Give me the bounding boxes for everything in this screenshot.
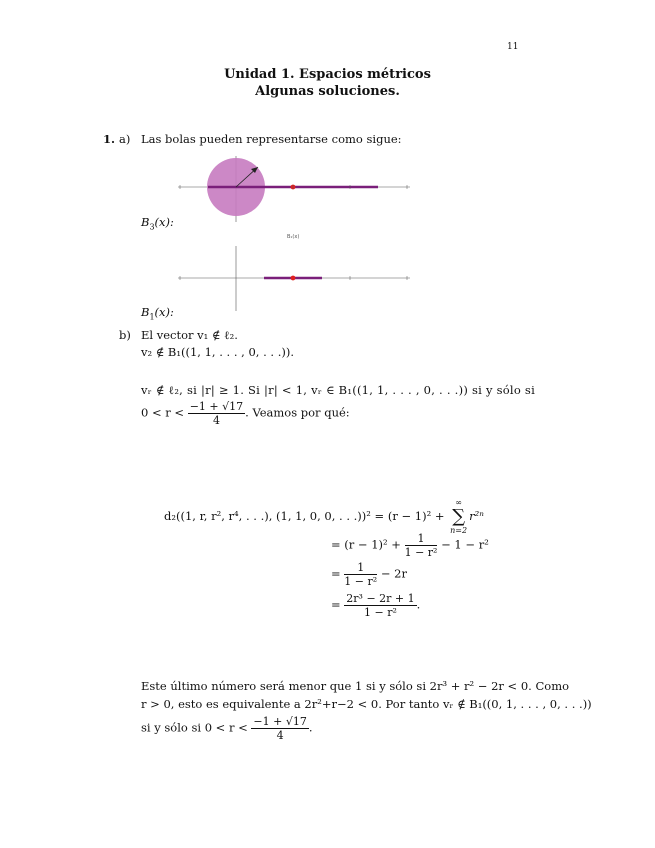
part-b-label: b) <box>119 328 131 342</box>
part-a-label: a) <box>119 132 131 146</box>
equation-line1: d₂((1, r, r², r⁴, . . .), (1, 1, 0, 0, . . .))² = (r − 1)² + ∞ ∑ n=2 r²ⁿ <box>164 498 484 535</box>
sum-symbol: ∞ ∑ n=2 <box>450 498 468 535</box>
paragraph2-line2: r > 0, esto es equivalente a 2r²+r−2 < 0. Por tanto vᵣ ∉ B₁((0, 1, . . . , 0, . . .)) <box>141 697 592 711</box>
fraction-bound: $\frac{-1 + √17}{4}$ <box>253 715 307 742</box>
equation-line2: = (r − 1)² + $\frac{1}{\text{1 − r²}}$ − 1 − r² <box>331 532 489 559</box>
page-number: 11 <box>507 42 519 52</box>
part-b-line1: El vector v₁ ∉ ℓ₂. <box>141 328 238 342</box>
paragraph1-line1: vᵣ ∉ ℓ₂, si |r| ≥ 1. Si |r| < 1, vᵣ ∈ B₁((1, 1, . . . , 0, . . .)) si y sólo si <box>141 383 536 397</box>
figure2-caption: $B_1(x)$: <box>141 305 174 322</box>
page-subtitle: Algunas soluciones. <box>255 84 400 99</box>
ball-b3-figure <box>170 152 415 224</box>
equation-line4: = $\frac{\text{2r³ − 2r + 1}}{\text{1 − r²}}$ . <box>331 592 421 619</box>
paragraph2-line3: si y sólo si 0 < r < $\frac{-1 + √17}{4}$ . <box>141 715 313 742</box>
item-number: 1. <box>103 132 116 146</box>
equation-line3: = $\frac{1}{\text{1 − r²}}$ − 2r <box>331 561 407 588</box>
page-title: Unidad 1. Espacios métricos <box>224 67 431 82</box>
paragraph1-line2: 0 < r < $\frac{-1 + √17}{4}$ . Veamos por qué: <box>141 400 350 427</box>
figure2-small-label: B₁(x) <box>287 234 300 240</box>
part-a-text: Las bolas pueden representarse como sigue: <box>141 132 402 146</box>
ball-b1-figure <box>170 243 415 313</box>
part-b-line2: v₂ ∉ B₁((1, 1, . . . , 0, . . .)). <box>141 345 294 359</box>
figure1-caption: $B_3(x)$: <box>141 215 174 232</box>
paragraph2-line1: Este último número será menor que 1 si y sólo si 2r³ + r² − 2r < 0. Como <box>141 679 570 693</box>
fraction-bound: $\frac{-1 + √17}{4}$ <box>189 400 244 427</box>
center-point <box>291 276 296 281</box>
